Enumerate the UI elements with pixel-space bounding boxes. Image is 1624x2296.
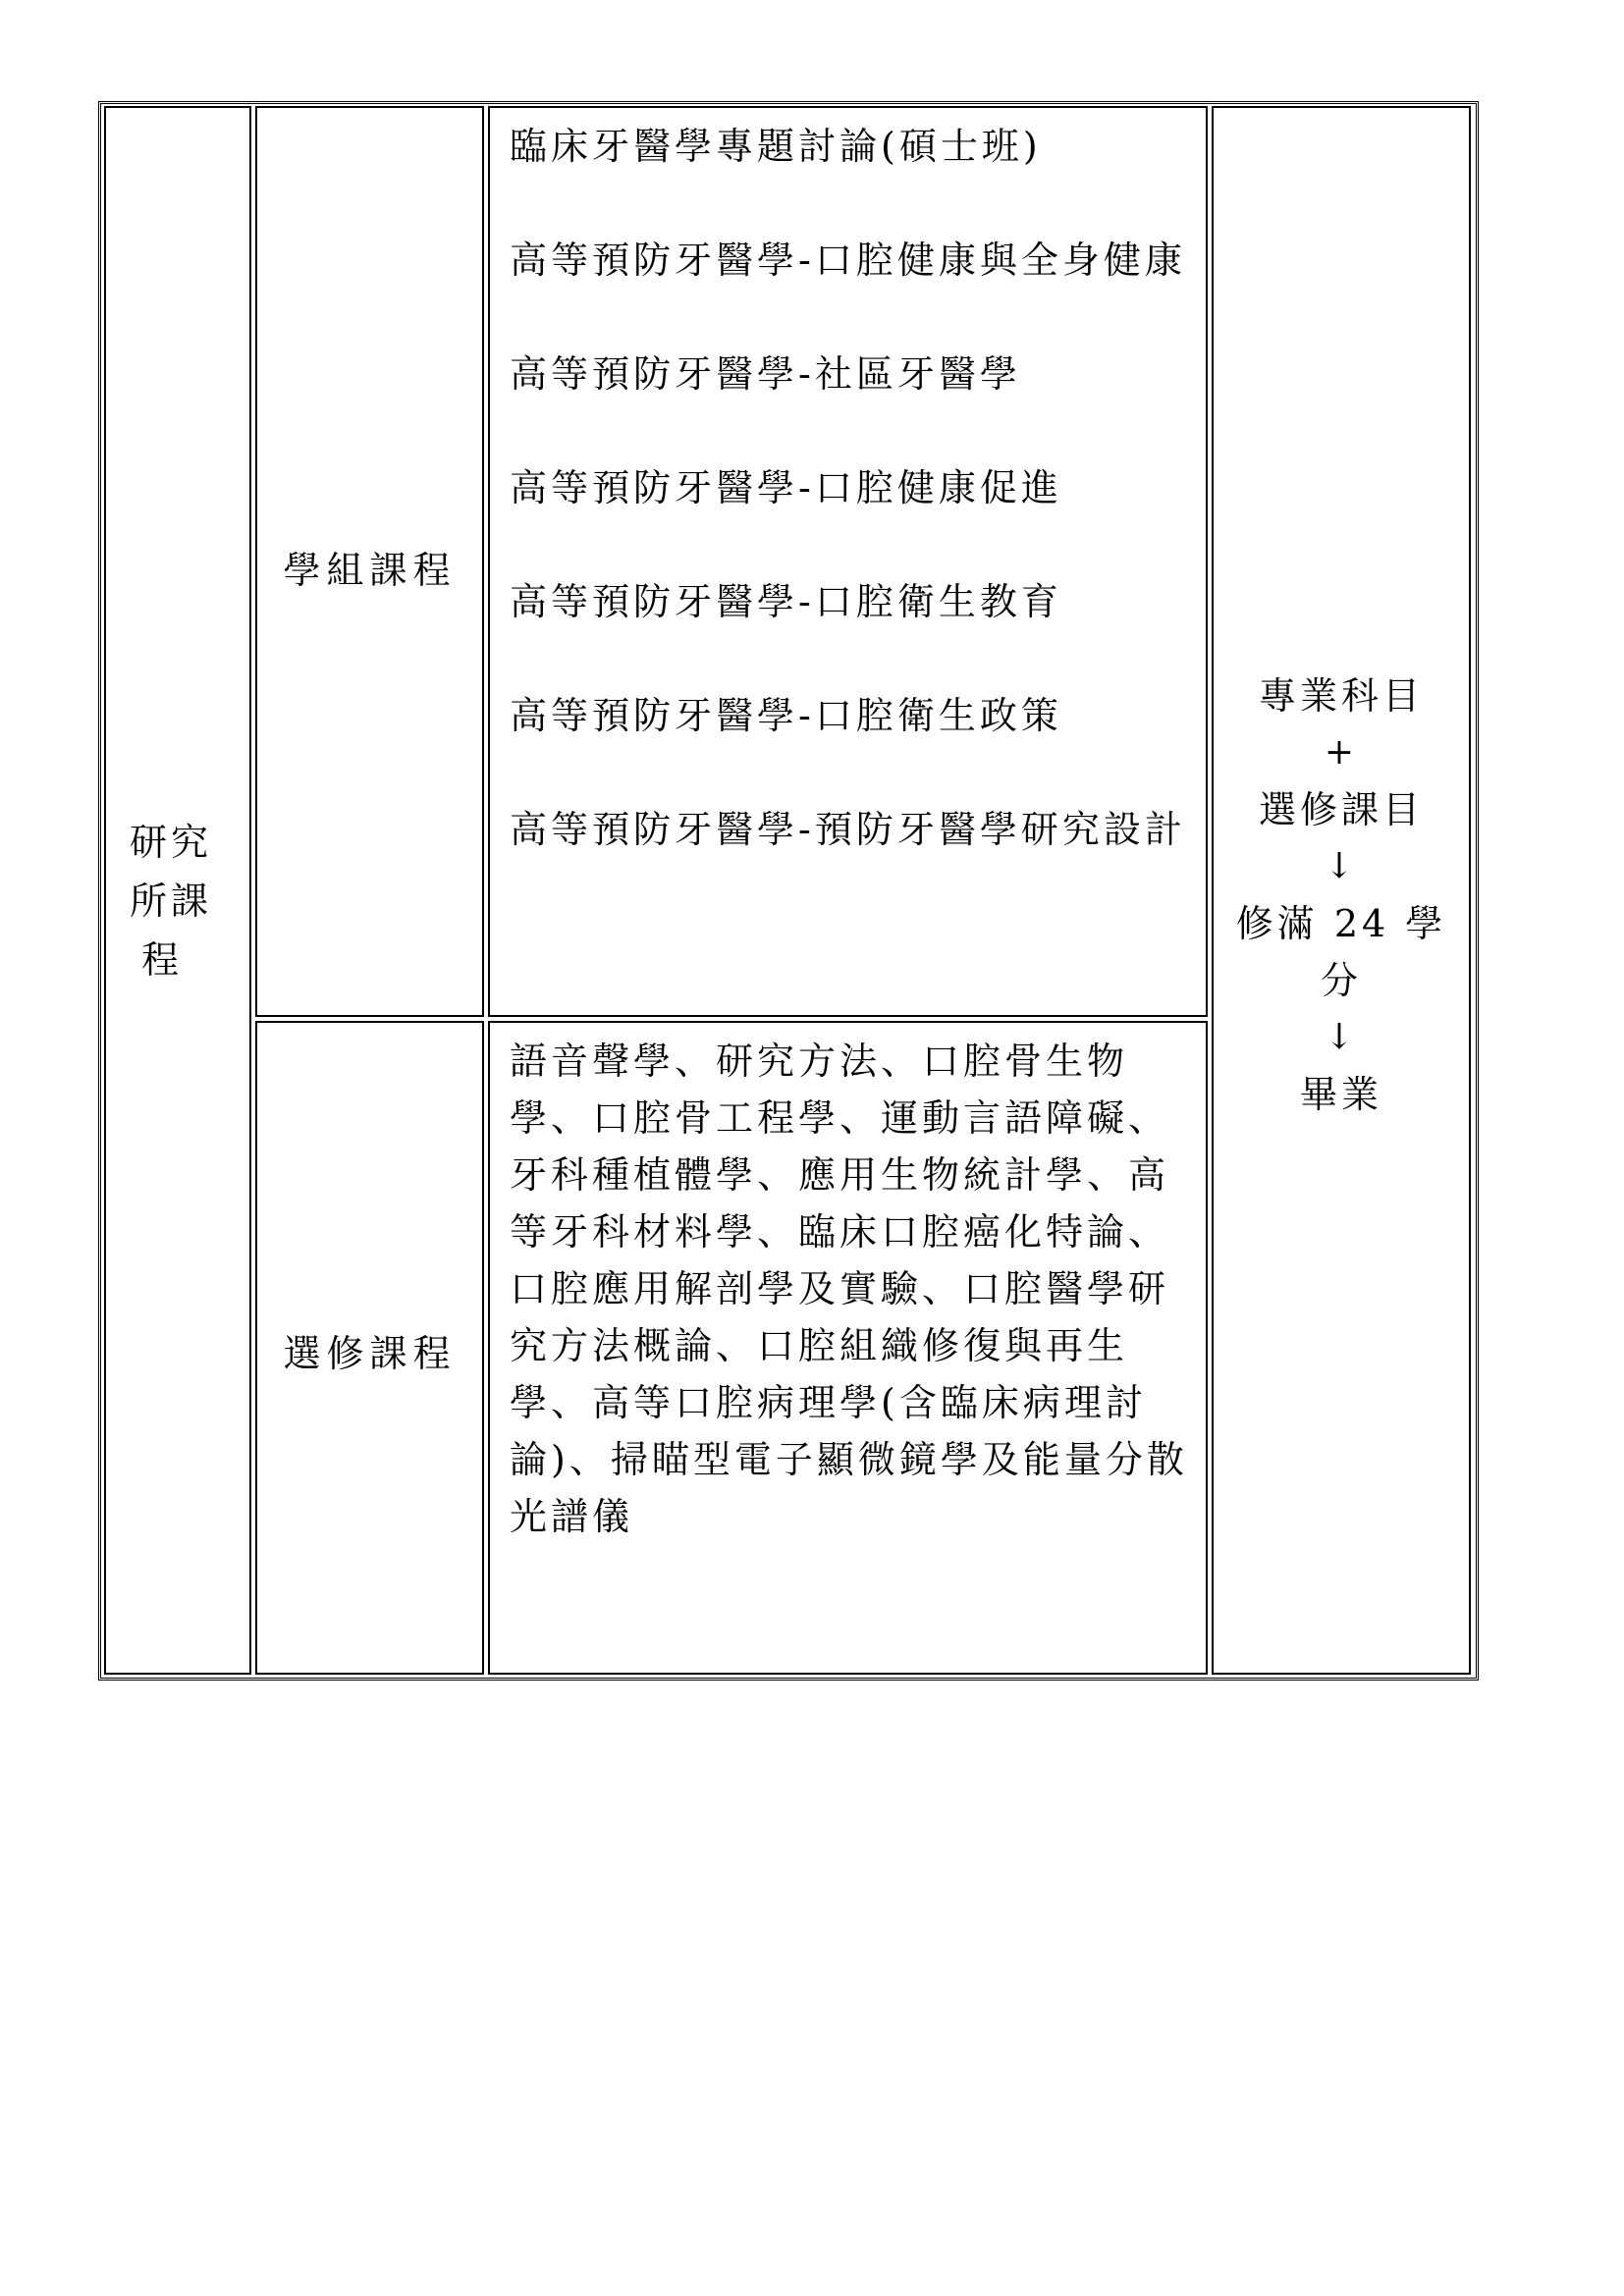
course-item: 高等預防牙醫學-社區牙醫學 (510, 352, 1021, 396)
group-courses-label: 學組課程 (283, 549, 457, 592)
group-courses-list (510, 118, 1197, 915)
elective-courses-text: 語音聲學、研究方法、口腔骨生物學、口腔骨工程學、運動言語障礙、牙科種植體學、應用生物統計學、高等牙科材料學、臨床口腔癌化特論、口腔應用解剖學及實驗、口腔醫學研究方法概論、口腔組織修復與再生學、高等口腔病理學(含臨床病理討論)、掃瞄型電子顯微鏡學及能量分散光譜儀 (510, 1040, 1188, 1538)
course-item: 高等預防牙醫學-口腔健康與全身健康 (510, 239, 1186, 282)
section-title-line: 所課 (130, 880, 213, 923)
course-item: 高等預防牙醫學-預防牙醫學研究設計 (510, 808, 1186, 851)
group-courses-label-cell (255, 106, 484, 1017)
elective-courses-label: 選修課程 (283, 1332, 457, 1375)
course-item: 高等預防牙醫學-口腔衛生教育 (510, 580, 1062, 623)
requirement-credits-cont: 分 (1320, 959, 1362, 1002)
section-cell (104, 106, 251, 1675)
section-title-line: 研究 (130, 821, 213, 864)
elective-courses-label-cell (255, 1021, 484, 1675)
requirement-graduation: 畢業 (1299, 1073, 1382, 1116)
requirement-elective-subjects: 選修課目 (1258, 788, 1424, 831)
requirement-credits: 修滿 24 學 (1235, 902, 1447, 945)
section-title-line: 程 (141, 938, 184, 982)
requirement-professional-subjects: 專業科目 (1258, 674, 1424, 718)
course-item: 高等預防牙醫學-口腔健康促進 (510, 466, 1062, 509)
plus-icon: + (1324, 732, 1359, 773)
arrow-down-icon: ↓ (1324, 1017, 1359, 1057)
graduation-requirement-cell (1212, 106, 1471, 1675)
graduation-requirement-flow (1214, 667, 1469, 1123)
arrow-down-icon: ↓ (1324, 846, 1359, 886)
group-courses-list-cell (488, 106, 1208, 1017)
section-title (130, 813, 238, 989)
course-item: 高等預防牙醫學-口腔衛生政策 (510, 694, 1062, 737)
course-item: 臨床牙醫學專題討論(碩士班) (510, 125, 1042, 168)
elective-courses-list-cell (488, 1021, 1208, 1675)
